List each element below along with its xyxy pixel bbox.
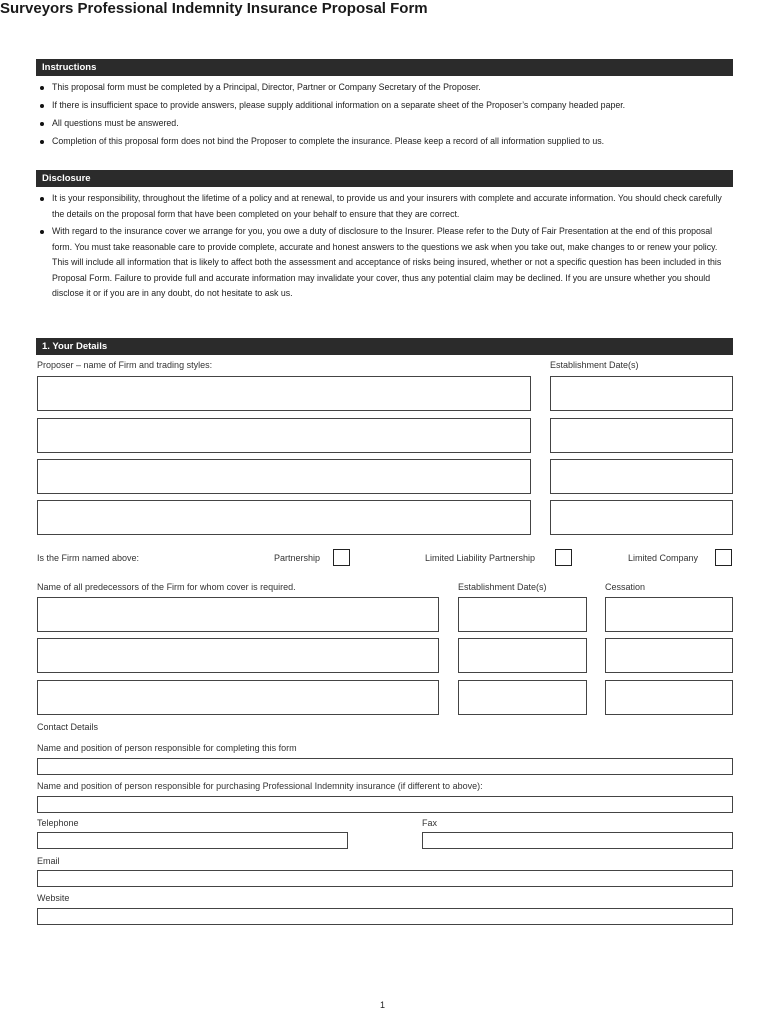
cessation-label: Cessation [605, 582, 646, 592]
website-label: Website [37, 893, 70, 903]
instruction-item-4: Completion of this proposal form does not bind the Proposer to complete the insurance. Please keep a record of all information supplied to us. [38, 134, 738, 150]
page-title: Surveyors Professional Indemnity Insurance Proposal Form [0, 0, 428, 17]
predecessor-cessation-field-3[interactable] [605, 680, 733, 715]
disclosure-item-2: With regard to the insurance cover we arrange for you, you owe a duty of disclosure to the Insurer. Please refer to the Duty of Fair Presentation at the end of this proposal form. You must take reasonable care to provide complete, accurate and honest answers to the questions we ask when you take out, make changes to or renew your policy. This will include all information that is likely to affect both the assessment and acceptance of risks being insured, whether or not a specific question has been included in this Proposal Form. Failure to provide full and accurate information may invalidate your cover, thus any potential claim may be declined. If you are unsure whether you should disclose it or if you are in any doubt, do not hesitate to ask us. [38, 224, 734, 302]
firm-name-field-1[interactable] [37, 376, 531, 411]
llp-label: Limited Liability Partnership [425, 553, 536, 563]
predecessor-establishment-field-2[interactable] [458, 638, 587, 673]
establishment-date-field-3[interactable] [550, 459, 733, 494]
establishment-date-field-4[interactable] [550, 500, 733, 535]
responsible-person-label: Name and position of person responsible for completing this form [37, 743, 297, 753]
firm-name-field-2[interactable] [37, 418, 531, 453]
your-details-heading: 1. Your Details [36, 338, 733, 355]
purchasing-person-label: Name and position of person responsible for purchasing Professional Indemnity insurance (if different to above): [37, 781, 483, 791]
email-label: Email [37, 856, 60, 866]
predecessor-name-field-2[interactable] [37, 638, 439, 673]
establishment-date-field-1[interactable] [550, 376, 733, 411]
limited-company-label: Limited Company [628, 553, 699, 563]
website-field[interactable] [37, 908, 733, 925]
purchasing-person-field[interactable] [37, 796, 733, 813]
fax-label: Fax [422, 818, 438, 828]
instructions-heading: Instructions [36, 59, 733, 76]
instructions-list [38, 80, 738, 150]
predecessor-name-field-3[interactable] [37, 680, 439, 715]
predecessor-name-field-1[interactable] [37, 597, 439, 632]
partnership-label: Partnership [274, 553, 321, 563]
proposer-label: Proposer – name of Firm and trading styles: [37, 360, 213, 370]
disclosure-heading: Disclosure [36, 170, 733, 187]
pred-establishment-label: Establishment Date(s) [458, 582, 547, 592]
predecessor-cessation-field-1[interactable] [605, 597, 733, 632]
email-field[interactable] [37, 870, 733, 887]
firm-named-label: Is the Firm named above: [37, 553, 140, 563]
establishment-date-field-2[interactable] [550, 418, 733, 453]
responsible-person-field[interactable] [37, 758, 733, 775]
instruction-item-3: All questions must be answered. [38, 116, 738, 132]
firm-name-field-4[interactable] [37, 500, 531, 535]
contact-details-label: Contact Details [37, 722, 99, 732]
predecessors-label: Name of all predecessors of the Firm for whom cover is required. [37, 582, 296, 592]
partnership-checkbox[interactable] [333, 549, 350, 566]
establishment-date-label: Establishment Date(s) [550, 360, 639, 370]
telephone-field[interactable] [37, 832, 348, 849]
instruction-item-2: If there is insufficient space to provide answers, please supply additional information on a separate sheet of the Proposer’s company headed paper. [38, 98, 738, 114]
disclosure-list [38, 191, 734, 302]
predecessor-establishment-field-1[interactable] [458, 597, 587, 632]
telephone-label: Telephone [37, 818, 79, 828]
disclosure-item-1: It is your responsibility, throughout the lifetime of a policy and at renewal, to provide us and your insurers with complete and accurate information. You should check carefully the details on the proposal form that have been completed on your behalf to ensure that they are correct. [38, 191, 734, 222]
fax-field[interactable] [422, 832, 733, 849]
limited-company-checkbox[interactable] [715, 549, 732, 566]
llp-checkbox[interactable] [555, 549, 572, 566]
page-number: 1 [380, 1000, 386, 1010]
predecessor-cessation-field-2[interactable] [605, 638, 733, 673]
firm-name-field-3[interactable] [37, 459, 531, 494]
predecessor-establishment-field-3[interactable] [458, 680, 587, 715]
instruction-item-1: This proposal form must be completed by a Principal, Director, Partner or Company Secretary of the Proposer. [38, 80, 738, 96]
